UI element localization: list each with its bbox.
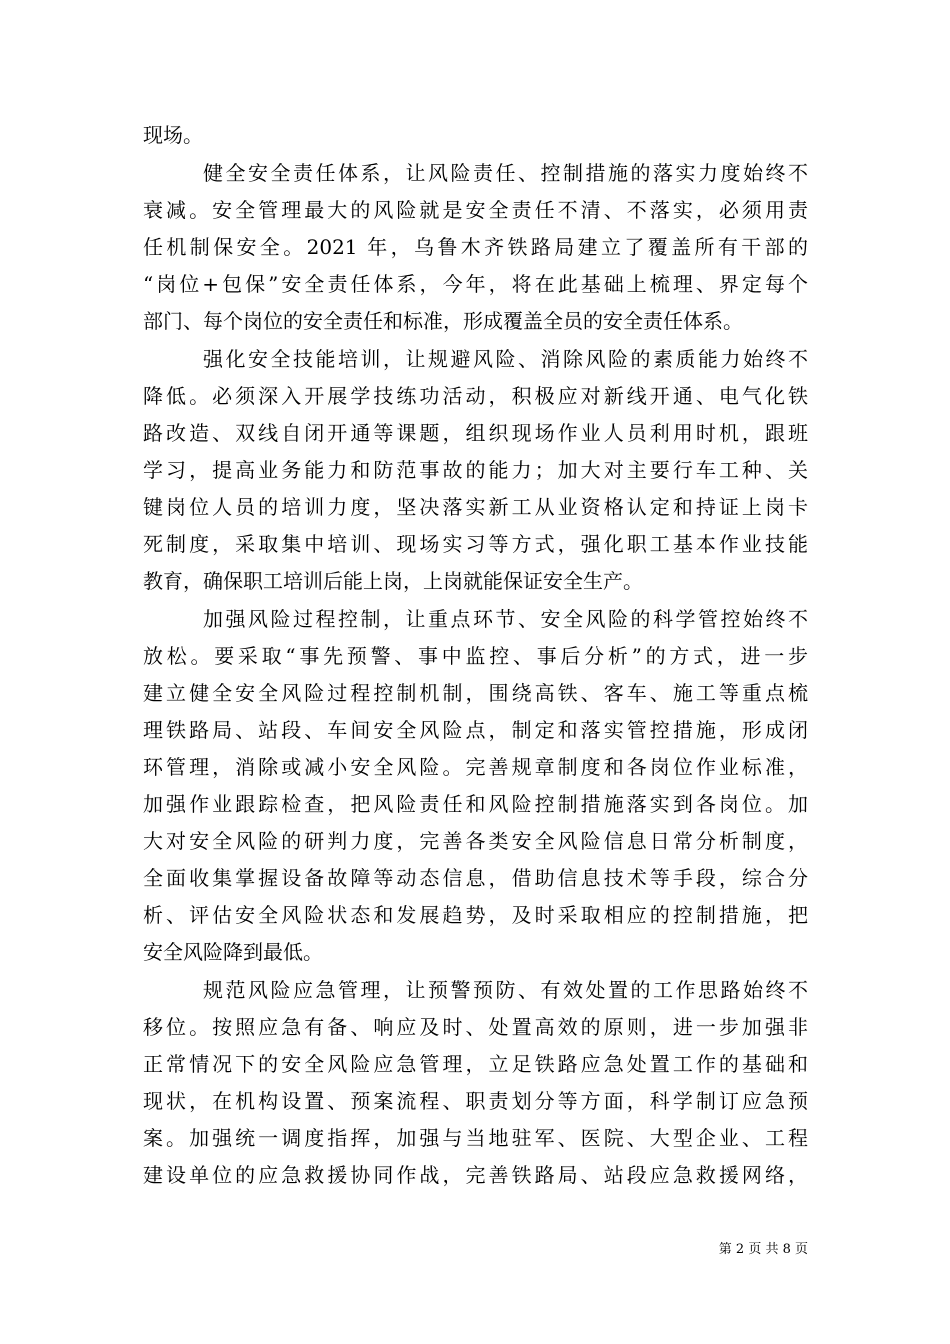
text-line: “岗位+包保”安全责任体系，今年，将在此基础上梳理、界定每个 (143, 272, 808, 296)
text-line: 建立健全安全风险过程控制机制，围绕高铁、客车、施工等重点梳 (143, 681, 808, 705)
text-line: 衰减。安全管理最大的风险就是安全责任不清、不落实，必须用责 (143, 198, 808, 222)
text-line: 放松。要采取“事先预警、事中监控、事后分析”的方式，进一步 (143, 644, 808, 668)
text-line: 加强作业跟踪检查，把风险责任和风险控制措施落实到各岗位。加 (143, 792, 808, 816)
page-number: 第 2 页 共 8 页 (718, 1242, 808, 1257)
text-line: 强化安全技能培训，让规避风险、消除风险的素质能力始终不 (203, 347, 808, 371)
text-line: 正常情况下的安全风险应急管理，立足铁路应急处置工作的基础和 (143, 1052, 808, 1076)
text-line: 教育，确保职工培训后能上岗，上岗就能保证安全生产。 (143, 569, 643, 593)
text-line: 学习，提高业务能力和防范事故的能力；加大对主要行车工种、关 (143, 458, 808, 482)
text-line: 大对安全风险的研判力度，完善各类安全风险信息日常分析制度， (143, 829, 808, 853)
text-line: 现状，在机构设置、预案流程、职责划分等方面，科学制订应急预 (143, 1089, 808, 1113)
text-line: 键岗位人员的培训力度，坚决落实新工从业资格认定和持证上岗卡 (143, 495, 808, 519)
text-line: 健全安全责任体系，让风险责任、控制措施的落实力度始终不 (203, 161, 808, 185)
text-line: 安全风险降到最低。 (143, 940, 323, 964)
text-line: 现场。 (143, 123, 203, 147)
text-line: 全面收集掌握设备故障等动态信息，借助信息技术等手段，综合分 (143, 866, 808, 890)
text-line: 任机制保安全。2021 年，乌鲁木齐铁路局建立了覆盖所有干部的 (143, 235, 808, 259)
text-line: 死制度，采取集中培训、现场实习等方式，强化职工基本作业技能 (143, 532, 808, 556)
text-line: 规范风险应急管理，让预警预防、有效处置的工作思路始终不 (203, 978, 808, 1002)
text-line: 案。加强统一调度指挥，加强与当地驻军、医院、大型企业、工程 (143, 1126, 808, 1150)
text-line: 理铁路局、站段、车间安全风险点，制定和落实管控措施，形成闭 (143, 718, 808, 742)
text-line: 加强风险过程控制，让重点环节、安全风险的科学管控始终不 (203, 607, 808, 631)
text-line: 降低。必须深入开展学技练功活动，积极应对新线开通、电气化铁 (143, 384, 808, 408)
text-line: 路改造、双线自闭开通等课题，组织现场作业人员利用时机，跟班 (143, 421, 808, 445)
text-line: 移位。按照应急有备、响应及时、处置高效的原则，进一步加强非 (143, 1015, 808, 1039)
text-line: 析、评估安全风险状态和发展趋势，及时采取相应的控制措施，把 (143, 903, 808, 927)
text-line: 环管理，消除或减小安全风险。完善规章制度和各岗位作业标准， (143, 755, 808, 779)
text-line: 部门、每个岗位的安全责任和标准，形成覆盖全员的安全责任体系。 (143, 309, 743, 333)
text-line: 建设单位的应急救援协同作战，完善铁路局、站段应急救援网络， (143, 1163, 808, 1187)
